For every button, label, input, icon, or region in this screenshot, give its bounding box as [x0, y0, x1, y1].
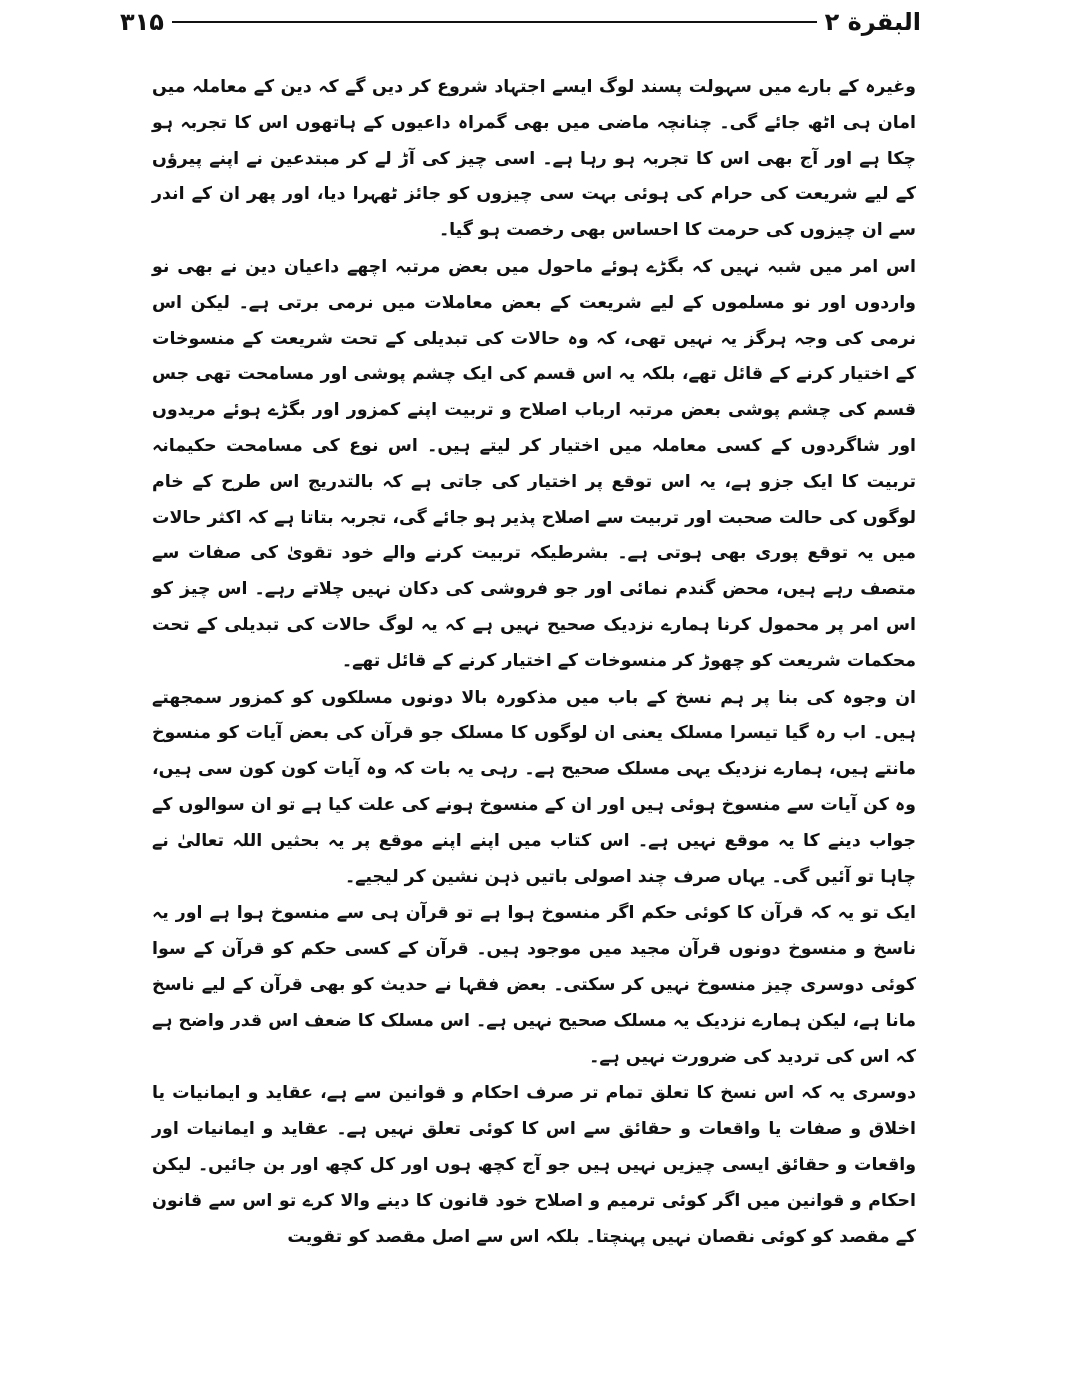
surah-title: البقرة ۲ [824, 8, 921, 36]
paragraph: اس امر میں شبہ نہیں کہ بگڑے ہوئے ماحول میں بعض مرتبہ اچھے داعیان دین نے بھی نو واردوں اور نو مسلموں کے لیے شریعت کے بعض معاملات میں نرمی برتی ہے۔ لیکن اس نرمی کی وجہ ہرگز یہ نہیں تھی، کہ وہ حالات کی تبدیلی کے تحت شریعت کے منسوخات کے اختیار کرنے کے قائل تھے، بلکہ یہ اس قسم کی ایک چشم پوشی اور مسامحت تھی جس قسم کی چشم پوشی بعض مرتبہ ارباب اصلاح و تربیت اپنے کمزور اور بگڑے ہوئے مریدوں اور شاگردوں کے کسی معاملہ میں اختیار کر لیتے ہیں۔ اس نوع کی مسامحت حکیمانہ تربیت کا ایک جزو ہے، یہ اس توقع پر اختیار کی جاتی ہے کہ بالتدریج اس طرح کے خام لوگوں کی حالت صحبت اور تربیت سے اصلاح پذیر ہو جائے گی، تجربہ بتاتا ہے کہ اکثر حالات میں یہ توقع پوری بھی ہوتی ہے۔ بشرطیکہ تربیت کرنے والے خود تقویٰ کی صفات سے متصف رہے ہیں، محض گندم نمائی اور جو فروشی کی دکان نہیں چلاتے رہے۔ اس چیز کو اس امر پر محمول کرنا ہمارے نزدیک صحیح نہیں ہے کہ یہ لوگ حالات کی تبدیلی کے تحت محکمات شریعت کو چھوڑ کر منسوخات کے اختیار کرنے کے قائل تھے۔ [152, 256, 916, 671]
page-header [120, 2, 921, 42]
paragraph: دوسری یہ کہ اس نسخ کا تعلق تمام تر صرف احکام و قوانین سے ہے، عقاید و ایمانیات یا اخلاق و صفات یا واقعات و حقائق سے اس کا کوئی تعلق نہیں ہے۔ عقاید و ایمانیات اور واقعات و حقائق ایسی چیزیں نہیں ہیں جو آج کچھ ہوں اور کل کچھ اور بن جائیں۔ لیکن احکام و قوانین میں اگر کوئی ترمیم و اصلاح خود قانون کا دینے والا کرے تو اس سے قانون کے مقصد کو کوئی نقصان نہیں پہنچتا۔ بلکہ اس سے اصل مقصد کو تقویت [152, 1083, 916, 1247]
paragraph: ایک تو یہ کہ قرآن کا کوئی حکم اگر منسوخ ہوا ہے تو قرآن ہی سے منسوخ ہوا ہے اور یہ ناسخ و منسوخ دونوں قرآن مجید میں موجود ہیں۔ قرآن کے کسی حکم کو قرآن کے سوا کوئی دوسری چیز منسوخ نہیں کر سکتی۔ بعض فقہا نے حدیث کو بھی قرآن کے لیے ناسخ مانا ہے، لیکن ہمارے نزدیک یہ مسلک صحیح نہیں ہے۔ اس مسلک کا ضعف اس قدر واضح ہے کہ اس کی تردید کی ضرورت نہیں ہے۔ [152, 903, 916, 1067]
page-number: ۳۱۵ [120, 8, 164, 36]
paragraph: وغیرہ کے بارے میں سہولت پسند لوگ ایسے اجتہاد شروع کر دیں گے کہ دین کے معاملہ میں امان ہی اٹھ جائے گی۔ چنانچہ ماضی میں بھی گمراہ داعیوں کے ہاتھوں اس کا تجربہ ہو چکا ہے اور آج بھی اس کا تجربہ ہو رہا ہے۔ اسی چیز کی آڑ لے کر مبتدعین نے اپنے پیرؤں کے لیے شریعت کی حرام کی ہوئی بہت سی چیزوں کو جائز ٹھہرا دیا، اور پھر ان کے اندر سے ان چیزوں کی حرمت کا احساس بھی رخصت ہو گیا۔ [152, 77, 916, 241]
header-rule [172, 21, 817, 23]
page-body [152, 70, 916, 1255]
paragraph: ان وجوہ کی بنا پر ہم نسخ کے باب میں مذکورہ بالا دونوں مسلکوں کو کمزور سمجھتے ہیں۔ اب رہ گیا تیسرا مسلک یعنی ان لوگوں کا مسلک جو قرآن کی بعض آیات کو منسوخ مانتے ہیں، ہمارے نزدیک یہی مسلک صحیح ہے۔ رہی یہ بات کہ وہ آیات کون کون سی ہیں، وہ کن آیات سے منسوخ ہوئی ہیں اور ان کے منسوخ ہونے کی علت کیا ہے تو ان سوالوں کے جواب دینے کا یہ موقع نہیں ہے۔ اس کتاب میں اپنے اپنے موقع پر یہ بحثیں اللہ تعالیٰ نے چاہا تو آئیں گی۔ یہاں صرف چند اصولی باتیں ذہن نشین کر لیجیے۔ [152, 687, 916, 887]
